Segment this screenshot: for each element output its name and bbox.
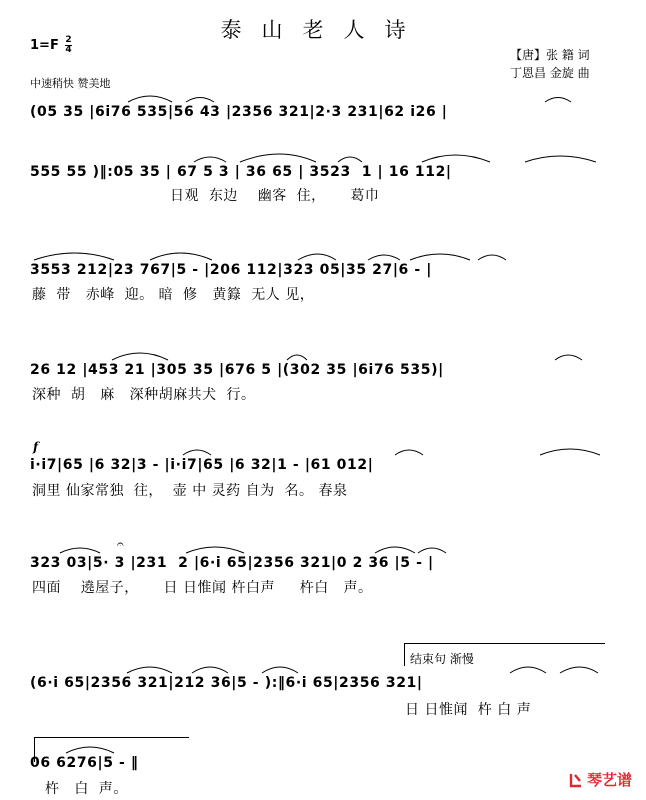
slur [34,253,114,260]
lyrics-line-2: 日观 东边 幽客 住， 葛巾 [170,188,380,204]
watermark-text: 琴艺谱 [586,771,632,789]
slur [555,355,582,360]
slur [422,155,490,162]
slur [262,667,298,673]
composer-credit: 丁恩昌 金旋 曲 [510,66,590,80]
slur [560,667,598,673]
notation-line-5: i·i7|65 |6 32|3 - |i·i7|65 |6 32|1 - |61 012| [30,457,374,473]
tempo-marking: 中速稍快 赞美地 [30,77,111,90]
logo-icon [568,772,584,788]
notation-line-3: 3553 212|23 767|5 - |206 112|323 05|35 27|6 - | [30,262,432,278]
lyrics-line-5: 洞里 仙家常独 往， 壶 中 灵药 自为 名。 春泉 [32,483,348,499]
slur [525,156,596,162]
slur [287,355,307,360]
slur [410,254,470,260]
slur [478,255,506,260]
slur [510,667,546,673]
fermata-mark: 𝄐 [117,537,124,551]
key-signature [30,36,72,55]
slur [128,96,172,102]
time-signature [65,36,71,55]
slur [375,547,415,553]
lyrics-line-7: 日 日惟闻 杵 白 声 [405,702,532,718]
slur [298,254,336,260]
watermark [568,769,632,790]
slur [192,667,228,673]
lyrics-line-8: 杵 白 声。 [45,781,128,797]
slur [186,98,214,103]
slur [240,154,316,162]
slur [183,450,211,455]
lyrics-line-4: 深种 胡 麻 深种胡麻共犬 行。 [32,387,256,403]
key-label: 1=F [30,38,59,53]
slur [418,548,446,553]
notation-line-6: 323 03|5· 3 |231 2 |6·i 65|2356 321|0 2 36 |5 - | [30,555,434,571]
notation-line-1: (05 35 |6i76 535|56 43 |2356 321|2·3 231|62 i26 | [30,104,448,120]
lyrics-line-3: 藤 带 赤峰 迎。 暗 修 黄籙 无人 见， [32,287,315,303]
page-title: 泰山老人诗 [220,18,426,42]
dynamic-mark: f [33,440,39,454]
slur [112,353,168,360]
slur [395,450,423,455]
notation-line-2: 555 55 )‖:05 35 | 67 5 3 | 36 65 | 3523 1 | 16 112| [30,164,452,180]
ending-note: 结束句 渐慢 [410,652,474,666]
notation-line-7: (6·i 65|2356 321|212 36|5 - ):‖6·i 65|2356 321| [30,675,423,691]
notation-line-4: 26 12 |453 21 |305 35 |676 5 |(302 35 |6i76 535)| [30,362,444,378]
slur [338,157,362,162]
slur [368,255,400,260]
time-bottom: 4 [65,45,72,55]
notation-line-8: 06 6276|5 - ‖ [30,755,139,771]
lyrics-line-6: 四面 遶屋子， 日 日惟闻 杵白声 杵白 声。 [32,580,373,596]
slur [545,98,571,103]
lyricist-credit: 【唐】张 籍 词 [510,48,590,62]
time-top: 2 [65,35,72,45]
slur [127,667,172,673]
slur [540,449,600,455]
slur [194,157,226,162]
slur [186,547,244,553]
slur [60,548,100,553]
slur [150,253,212,260]
